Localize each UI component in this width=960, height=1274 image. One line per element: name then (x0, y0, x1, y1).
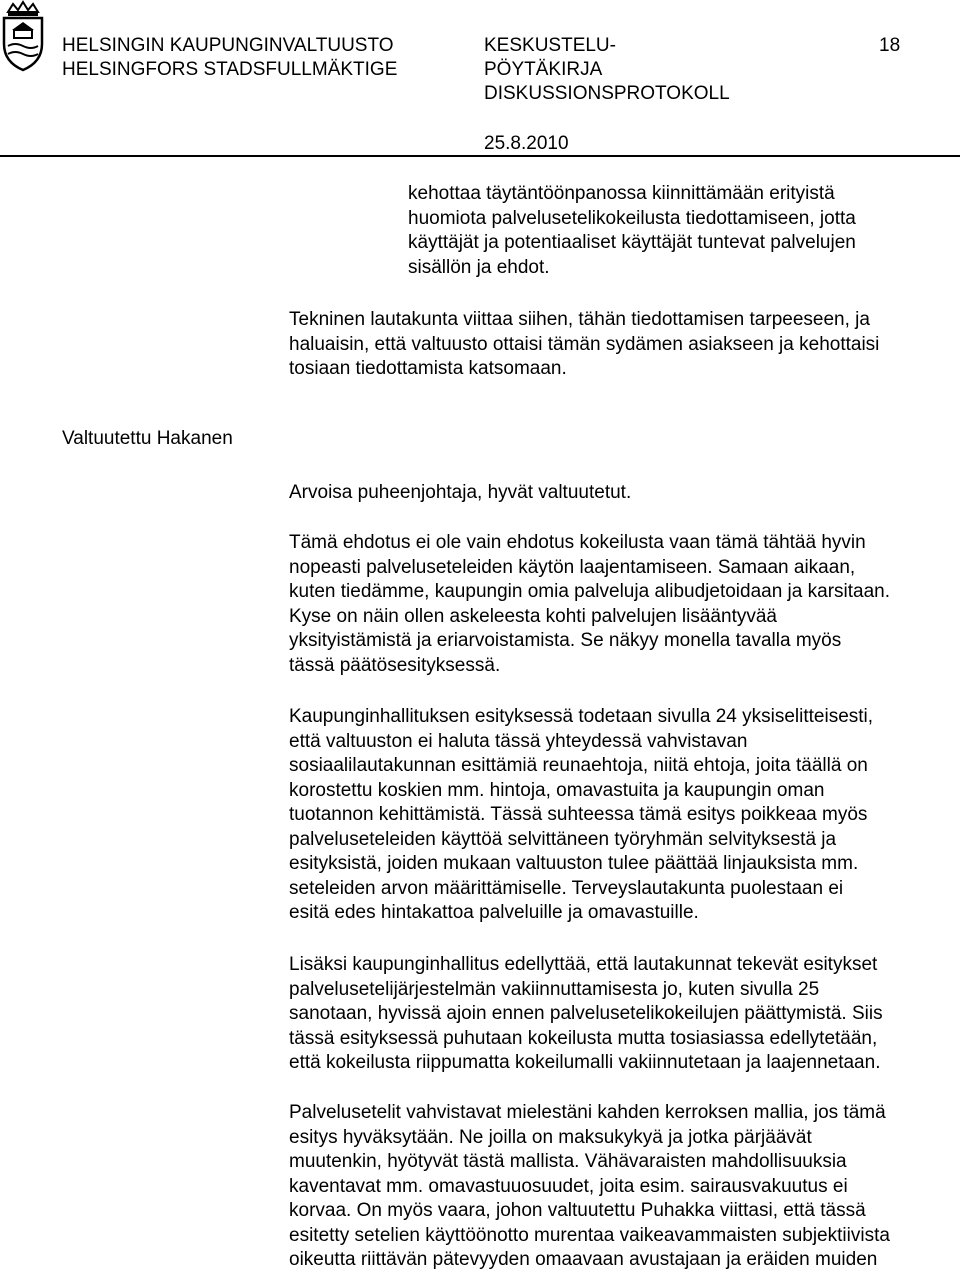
text-line: palveluseteleiden käyttöä selvittäneen työryhmän selvityksestä ja (289, 828, 837, 850)
text-line: muutenkin, hyötyvät tästä mallista. Vähävaraisten mahdollisuuksia (289, 1151, 847, 1172)
text-line: Lisäksi kaupunginhallitus edellyttää, että lautakunnat tekevät esitykset (289, 954, 878, 975)
doc-type-line: KESKUSTELU- (484, 35, 616, 56)
text-line: sisällön ja ehdot. (408, 256, 550, 278)
paragraph (289, 705, 873, 926)
document-date: 25.8.2010 (484, 133, 569, 154)
text-line: korostettu koskien mm. hintoja, omavastuita ja kaupungin oman (289, 779, 825, 801)
org-line-fi: HELSINGIN KAUPUNGINVALTUUSTO (62, 35, 394, 56)
text-line: että valtuuston ei haluta tässä yhteydessä vahvistavan (289, 730, 748, 752)
paragraph (289, 953, 883, 1076)
text-line: Kaupunginhallituksen esityksessä todetaan sivulla 24 yksiselitteisesti, (289, 706, 874, 727)
text-line: Arvoisa puheenjohtaja, hyvät valtuutetut. (289, 482, 632, 503)
text-line: esitä edes hintakattoa palveluille ja omavastuille. (289, 902, 699, 923)
text-line: korvaa. On myös vaara, johon valtuutettu Puhakka viittasi, että tässä (289, 1200, 866, 1221)
text-line: esitys hyväksytään. Ne joilla on maksukykyä ja jotka pärjäävät (289, 1126, 812, 1148)
paragraph (289, 531, 890, 678)
text-line: palvelusetelijärjestelmän vakiinnuttamisesta jo, kuten sivulla 25 (289, 978, 820, 1000)
text-line: Tämä ehdotus ei ole vain ehdotus kokeilusta vaan tämä tähtää hyvin (289, 532, 866, 553)
text-line: nopeasti palveluseteleiden käytön laajentamiseen. Samaan aikaan, (289, 556, 856, 578)
paragraph (289, 308, 879, 382)
speaker-name: Valtuutettu Hakanen (62, 428, 233, 449)
header-organization (62, 34, 397, 82)
text-line: kehottaa täytäntöönpanossa kiinnittämään erityistä (408, 183, 835, 204)
text-line: esityksistä, joiden mukaan valtuuston tulee päättää linjauksista mm. (289, 853, 859, 874)
doc-type-line: PÖYTÄKIRJA (484, 59, 603, 80)
text-line: että kokeilusta riippumatta kokeilumalli vakiinnutetaan ja laajennetaan. (289, 1052, 881, 1073)
header-divider (0, 155, 960, 157)
text-line: esitetty setelien käyttöönotto murentaa vaikeavammaisten subjektiivista (289, 1224, 890, 1246)
text-line: seteleiden arvon määrittämiselle. Terveyslautakunta puolestaan ei (289, 877, 844, 899)
doc-type-line: DISKUSSIONSPROTOKOLL (484, 83, 730, 104)
text-line: sosiaalilautakunnan esittämiä reunaehtoja, niitä ehtoja, joita täällä on (289, 755, 868, 776)
paragraph (289, 1101, 890, 1273)
text-line: haluaisin, että valtuusto ottaisi tämän sydämen asiakseen ja kehottaisi (289, 333, 880, 355)
text-line: kuten tiedämme, kaupungin omia palveluja alibudjetoidaan ja karsitaan. (289, 581, 890, 602)
paragraph (289, 481, 631, 506)
text-line: tässä esityksessä puhutaan kokeilusta mutta tosiasiassa edellytetään, (289, 1027, 878, 1049)
text-line: tosiaan tiedottamista katsomaan. (289, 358, 567, 379)
text-line: Palvelusetelit vahvistavat mielestäni kahden kerroksen mallia, jos tämä (289, 1102, 886, 1123)
header-document-type (484, 34, 730, 106)
text-line: huomiota palvelusetelikokeilusta tiedottamiseen, jotta (408, 207, 856, 229)
helsinki-crest-logo (0, 0, 46, 72)
text-line: käyttäjät ja potentiaaliset käyttäjät tuntevat palvelujen (408, 232, 856, 253)
page-number: 18 (879, 35, 901, 56)
text-line: tuotannon kehittämistä. Tässä suhteessa tämä esitys poikkeaa myös (289, 804, 868, 825)
text-line: sanotaan, hyvissä ajoin ennen palvelusetelikokeilujen päättymistä. Siis (289, 1003, 883, 1024)
text-line: tässä päätösesityksessä. (289, 654, 501, 676)
text-line: kaventavat mm. omavastuuosuudet, joita esim. sairausvakuutus ei (289, 1175, 848, 1197)
text-line: oikeutta riittävän pätevyyden omaavaan avustajaan ja eräiden muiden (289, 1249, 878, 1270)
org-line-sv: HELSINGFORS STADSFULLMÄKTIGE (62, 59, 398, 80)
paragraph (408, 182, 856, 280)
text-line: yksityistämistä ja eriarvoistamista. Se näkyy monella tavalla myös (289, 630, 842, 651)
text-line: Kyse on näin ollen askeleesta kohti palvelujen lisääntyvää (289, 605, 777, 627)
text-line: Tekninen lautakunta viittaa siihen, tähän tiedottamisen tarpeeseen, ja (289, 309, 870, 330)
